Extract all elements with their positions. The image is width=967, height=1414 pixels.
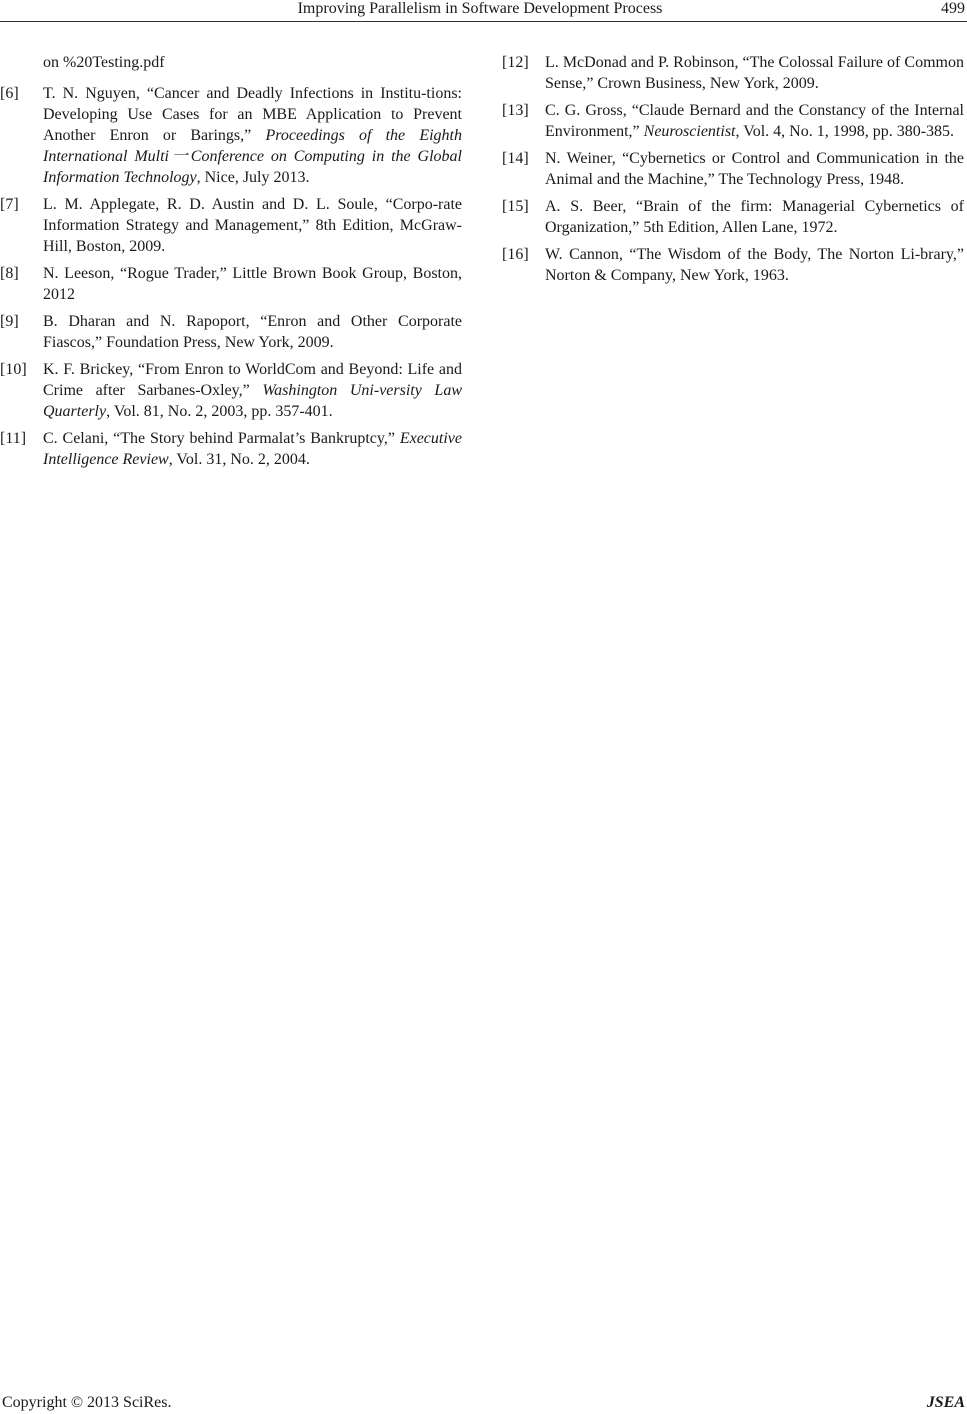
reference-text	[545, 100, 964, 142]
reference-text-part: , Vol. 31, No. 2, 2004.	[168, 451, 310, 468]
reference-6	[0, 83, 462, 188]
reference-text-part: T. N. Nguyen, “Cancer and Deadly Infections in Institu-tions: Developing Use Cases for an MBE Application to Prevent Another Enron or Barings,”	[43, 85, 462, 144]
right-column	[502, 52, 964, 292]
reference-13	[502, 100, 964, 142]
reference-text-part: L. McDonad and P. Robinson, “The Colossal Failure of Common Sense,” Crown Business, New York, 2009.	[545, 54, 964, 92]
reference-text	[545, 148, 964, 190]
reference-text-part: , Nice, July 2013.	[196, 169, 310, 186]
reference-10	[0, 359, 462, 422]
reference-text-part: L. M. Applegate, R. D. Austin and D. L. Soule, “Corpo-rate Information Strategy and Management,” 8th Edition, McGraw-Hill, Boston, 2009.	[43, 196, 462, 255]
reference-11	[0, 428, 462, 470]
reference-number: [7]	[0, 196, 19, 213]
reference-9	[0, 311, 462, 353]
journal-abbrev: JSEA	[926, 1394, 965, 1411]
reference-text-part: K. F. Brickey, “From Enron to WorldCom and Beyond: Life and Crime after Sarbanes-Oxley,”	[43, 361, 462, 399]
reference-15	[502, 196, 964, 238]
copyright-notice: Copyright © 2013 SciRes.	[2, 1394, 172, 1411]
reference-text-part: C. Celani, “The Story behind Parmalat’s Bankruptcy,”	[43, 430, 400, 447]
reference-text-part: A. S. Beer, “Brain of the firm: Managerial Cybernetics of Organization,” 5th Edition, Allen Lane, 1972.	[545, 198, 964, 236]
reference-14	[502, 148, 964, 190]
reference-number: [13]	[502, 102, 529, 119]
reference-text	[545, 52, 964, 94]
reference-text	[43, 428, 462, 470]
reference-text-part: B. Dharan and N. Rapoport, “Enron and Other Corporate Fiascos,” Foundation Press, New York, 2009.	[43, 313, 462, 351]
reference-text-part: W. Cannon, “The Wisdom of the Body, The Norton Li-brary,” Norton & Company, New York, 1963.	[545, 246, 964, 284]
reference-number: [12]	[502, 54, 529, 71]
running-header	[0, 0, 967, 22]
reference-text	[43, 263, 462, 305]
reference-16	[502, 244, 964, 286]
reference-italic: Neuroscientist	[643, 123, 736, 140]
left-column	[0, 52, 462, 476]
reference-number: [11]	[0, 430, 27, 447]
reference-number: [16]	[502, 246, 529, 263]
reference-continuation: on %20Testing.pdf	[43, 54, 165, 71]
reference-text-part: C. G. Gross, “Claude Bernard and the Constancy of the Internal Environment,”	[545, 102, 964, 140]
reference-number: [14]	[502, 150, 529, 167]
reference-number: [9]	[0, 313, 19, 330]
reference-text-part: , Vol. 4, No. 1, 1998, pp. 380-385.	[735, 123, 955, 140]
reference-number: [10]	[0, 361, 27, 378]
reference-text	[43, 194, 462, 257]
reference-text-part: N. Leeson, “Rogue Trader,” Little Brown Book Group, Boston, 2012	[43, 265, 462, 303]
reference-italic: Executive Intelligence Review	[43, 430, 462, 468]
reference-text-part: , Vol. 81, No. 2, 2003, pp. 357-401.	[106, 403, 333, 420]
reference-text	[545, 244, 964, 286]
reference-italic: Proceedings of the Eighth International Multi一Conference on Computing in the Global Information Technology	[43, 127, 462, 186]
reference-number: [15]	[502, 198, 529, 215]
reference-italic: Washington Uni-versity Law Quarterly	[43, 382, 463, 420]
reference-7	[0, 194, 462, 257]
page-number: 499	[941, 0, 965, 17]
reference-text	[43, 311, 462, 353]
header-rule	[0, 21, 967, 22]
reference-number: [6]	[0, 85, 19, 102]
reference-text	[545, 196, 964, 238]
reference-number: [8]	[0, 265, 19, 282]
reference-12	[502, 52, 964, 94]
reference-8	[0, 263, 462, 305]
running-title: Improving Parallelism in Software Development Process	[297, 0, 663, 17]
reference-text	[43, 83, 462, 188]
reference-text-part: N. Weiner, “Cybernetics or Control and Communication in the Animal and the Machine,” The Technology Press, 1948.	[545, 150, 964, 188]
reference-text	[43, 359, 462, 422]
